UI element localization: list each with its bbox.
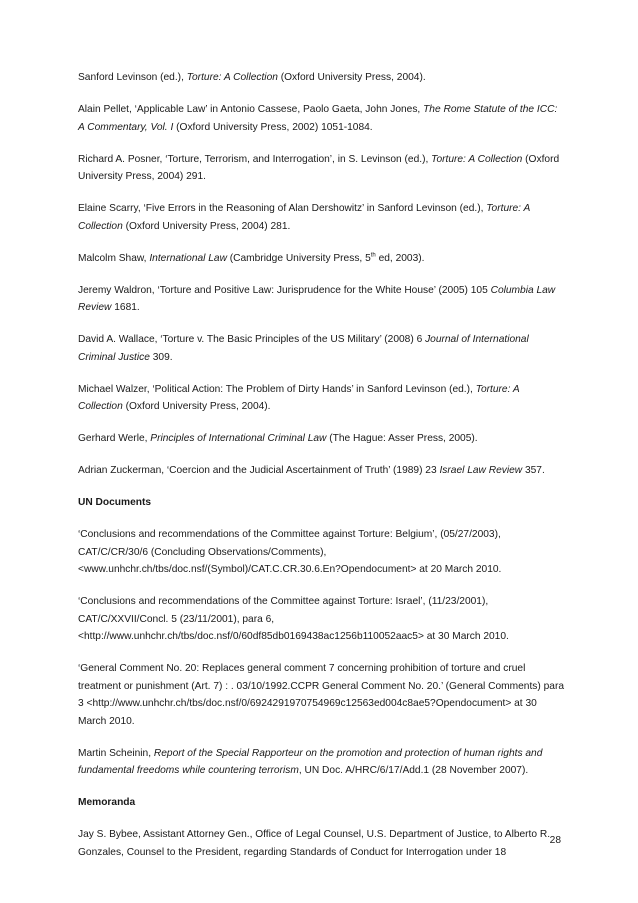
entry-text: 357. (522, 465, 545, 476)
entry-text: ‘Conclusions and recommendations of the Committee against Torture: Israel’, (11/23/2001), CAT/C/XXVII/Concl. 5 (23/11/2001), para 6, <http://www.unhchr.ch/tbs/doc.nsf/0/60df85db0169438ac1256b110052aac5> at 30 March 2010. (78, 596, 509, 642)
entry-text: (Oxford University Press, 2004). (122, 401, 271, 412)
italic-title: Torture: A Collection (186, 72, 278, 83)
entry-text: ‘General Comment No. 20: Replaces general comment 7 concerning prohibition of torture and cruel treatment or punishment (Art. 7) : . 03/10/1992.CCPR General Comment No. 20.’ (General Comments) para 3 <http://www.unhchr.ch/tbs/doc.nsf/0/6924291970754969c12563ed004c8ae5?Opendocument> at 30 March 2010. (78, 663, 564, 727)
bibliography-entry (78, 282, 564, 317)
entry-text: (Oxford University Press, 2004). (277, 72, 426, 83)
entry-text: Alain Pellet, ‘Applicable Law’ in Antonio Cassese, Paolo Gaeta, John Jones, (78, 104, 424, 115)
bibliography-entry (78, 381, 564, 416)
entry-text: Michael Walzer, ‘Political Action: The Problem of Dirty Hands’ in Sanford Levinson (ed.), (78, 383, 476, 395)
entry-text: (The Hague: Asser Press, 2005). (326, 433, 478, 444)
entry-text: (Cambridge University Press, 5 (226, 252, 371, 264)
bibliography-entry (78, 200, 564, 235)
bibliography-entry (78, 250, 564, 268)
entry-text: (Oxford University Press, 2002) 1051-1084. (173, 121, 373, 133)
bibliography-entry (78, 462, 564, 480)
bibliography-entry (78, 745, 564, 780)
bibliography-entry (78, 331, 564, 366)
section-heading: Memoranda (78, 797, 136, 808)
italic-title: International Law (149, 252, 227, 264)
bibliography-entry (78, 660, 564, 730)
bibliography (78, 69, 564, 876)
italic-title: Journal of International Criminal Justice (78, 334, 529, 363)
italic-title: Columbia Law Review (78, 284, 556, 313)
entry-text: Malcolm Shaw, (78, 252, 150, 264)
entry-text: (Oxford University Press, 2004) 281. (122, 220, 291, 232)
entry-text: Elaine Scarry, ‘Five Errors in the Reasoning of Alan Dershowitz’ in Sanford Levinson (ed.), (78, 203, 487, 214)
entry-text: 1681. (111, 302, 140, 313)
entry-text: ed, 2003). (375, 252, 425, 264)
italic-title: Torture: A Collection (78, 203, 530, 232)
bibliography-entry (78, 69, 564, 87)
bibliography-entry (78, 826, 564, 861)
entry-text: Adrian Zuckerman, ‘Coercion and the Judicial Ascertainment of Truth’ (1989) 23 (78, 465, 440, 476)
page-number: 28 (549, 835, 561, 846)
bibliography-entry (78, 151, 564, 186)
bibliography-entry (78, 593, 564, 646)
entry-text: Gerhard Werle, (78, 433, 151, 444)
entry-text: Jeremy Waldron, ‘Torture and Positive Law: Jurisprudence for the White House’ (2005) 105 (78, 284, 491, 296)
entry-text: David A. Wallace, ‘Torture v. The Basic Principles of the US Military’ (2008) 6 (78, 334, 426, 345)
bibliography-entry (78, 430, 564, 448)
entry-text: 309. (149, 351, 173, 363)
entry-text: (Oxford University Press, 2004) 291. (78, 153, 560, 182)
italic-title: Israel Law Review (439, 465, 523, 476)
entry-text: Richard A. Posner, ‘Torture, Terrorism, and Interrogation’, in S. Levinson (ed.), (78, 153, 432, 165)
bibliography-entry (78, 101, 564, 136)
superscript: th (370, 252, 376, 259)
italic-title: Torture: A Collection (431, 153, 523, 165)
entry-text: ‘Conclusions and recommendations of the Committee against Torture: Belgium’, (05/27/2003), CAT/C/CR/30/6 (Concluding Observations/Comments), <www.unhchr.ch/tbs/doc.nsf/(Symbol)/CAT.C.CR.30.6.En?Opendocument> at 20 March 2010. (78, 529, 502, 575)
entry-text: , UN Doc. A/HRC/6/17/Add.1 (28 November 2007). (298, 765, 529, 776)
entry-text: Sanford Levinson (ed.), (78, 72, 187, 83)
italic-title: Torture: A Collection (78, 383, 520, 412)
italic-title: Report of the Special Rapporteur on the promotion and protection of human rights and fundamental freedoms while countering terrorism (78, 747, 543, 776)
entry-text: Martin Scheinin, (78, 747, 154, 759)
section-heading: UN Documents (78, 497, 152, 508)
italic-title: The Rome Statute of the ICC: A Commentary, Vol. I (78, 104, 558, 133)
italic-title: Principles of International Criminal Law (150, 433, 327, 444)
bibliography-entry (78, 526, 564, 579)
entry-text: Jay S. Bybee, Assistant Attorney Gen., Office of Legal Counsel, U.S. Department of Justice, to Alberto R. Gonzales, Counsel to the President, regarding Standards of Conduct for Interrogation under 18 (78, 829, 551, 858)
